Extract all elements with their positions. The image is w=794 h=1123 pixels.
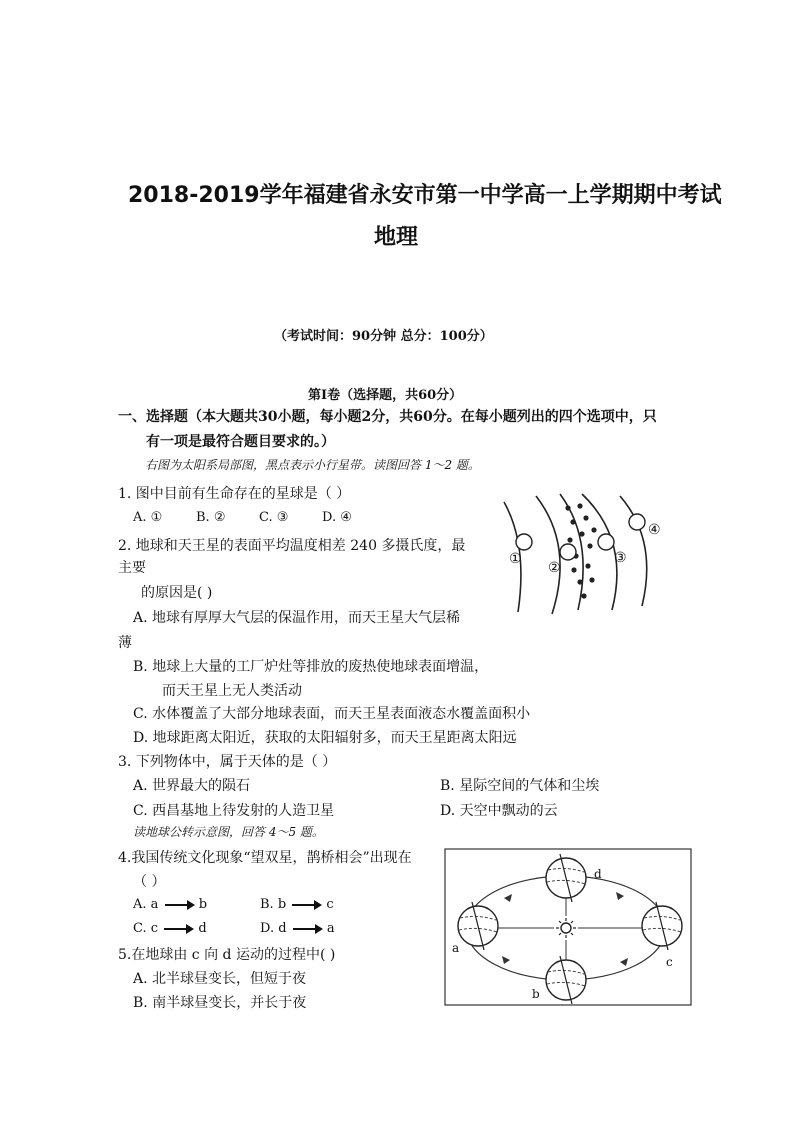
q3-stem: 3. 下列物体中，属于天体的是（ ） (118, 754, 337, 770)
arrow-right-icon (292, 904, 320, 906)
instructions-line-1: 一、选择题（本大题共30小题，每小题2分，共60分。在每小题列出的四个选项中，只 (118, 409, 657, 425)
group1-intro: 右图为太阳系局部图，黑点表示小行星带。读图回答 1～2 题。 (145, 458, 480, 472)
q1-stem: 1. 图中目前有生命存在的星球是（ ） (118, 486, 351, 502)
arrow-right-icon (164, 928, 192, 930)
q2-stem-line-3: 的原因是( ) (141, 585, 213, 601)
q4-option-a-from: A. a (133, 897, 159, 912)
planet-label-3: ③ (614, 550, 627, 566)
q2-option-a-line-2: 薄 (118, 635, 132, 651)
q2-option-a-line-1: A. 地球有厚厚大气层的保温作用，而天王星大气层稀 (133, 610, 461, 626)
q4-option-b (260, 897, 334, 912)
q5-option-b: B. 南半球昼变长，并长于夜 (133, 995, 307, 1011)
q4-option-b-to: c (326, 897, 334, 912)
orbit-label-d: d (594, 867, 602, 881)
q3-option-d: D. 天空中飘动的云 (440, 803, 558, 819)
q3-option-a: A. 世界最大的陨石 (133, 778, 251, 794)
q1-option-b: B. ② (196, 510, 226, 525)
q3-option-b: B. 星际空间的气体和尘埃 (440, 778, 600, 794)
arrow-right-icon (165, 904, 193, 906)
q1-option-a: A. ① (133, 510, 163, 525)
q4-option-a-to: b (198, 897, 208, 912)
q4-option-d-from: D. d (260, 921, 287, 936)
orbit-label-c: c (666, 955, 673, 969)
arrow-right-icon (293, 928, 321, 930)
exam-info: （考试时间：90分钟 总分：100分） (274, 329, 493, 344)
page-subtitle: 地理 (374, 225, 419, 250)
q2-stem-line-1: 2. 地球和天王星的表面平均温度相差 240 多摄氏度，最 (118, 538, 466, 554)
q3-option-c: C. 西昌基地上待发射的人造卫星 (133, 803, 335, 819)
q2-option-b-line-1: B. 地球上大量的工厂炉灶等排放的废热使地球表面增温， (133, 659, 489, 675)
q4-option-d-to: a (326, 921, 335, 936)
planet-label-1: ① (509, 551, 522, 567)
group2-intro: 读地球公转示意图，回答 4～5 题。 (133, 825, 324, 839)
planet-label-2: ② (548, 560, 561, 576)
q2-option-c: C. 水体覆盖了大部分地球表面，而天王星表面液态水覆盖面积小 (133, 706, 531, 722)
q5-option-a: A. 北半球昼变长，但短于夜 (133, 971, 307, 987)
q5-stem: 5.在地球由 c 向 d 运动的过程中( ) (118, 947, 336, 963)
q2-option-b-line-2: 而天王星上无人类活动 (162, 683, 302, 699)
q1-option-c: C. ③ (259, 510, 289, 525)
q4-option-a (133, 897, 207, 912)
q4-stem-line-1: 4.我国传统文化现象“望双星，鹊桥相会”出现在 (118, 850, 412, 866)
q4-option-b-from: B. b (260, 897, 287, 912)
orbit-label-a: a (452, 941, 460, 955)
q4-option-d (260, 921, 335, 936)
q4-option-c (133, 921, 207, 936)
instructions-line-2: 有一项是最符合题目要求的。） (146, 434, 335, 450)
planet-label-4: ④ (648, 522, 661, 538)
orbit-label-b: b (532, 987, 540, 1001)
q4-option-c-to: d (198, 921, 207, 936)
q4-option-c-from: C. c (133, 921, 159, 936)
page-title: 2018-2019学年福建省永安市第一中学高一上学期期中考试 (128, 183, 722, 208)
q4-stem-line-2: （ ） (133, 874, 166, 890)
sun-icon (556, 918, 576, 938)
section-heading: 第Ⅰ卷（选择题，共60分） (308, 388, 463, 403)
q2-option-d: D. 地球距离太阳近，获取的太阳辐射多，而天王星距离太阳远 (133, 730, 517, 746)
q1-option-d: D. ④ (322, 510, 352, 525)
earth-orbit-figure (444, 848, 692, 1006)
solar-system-figure (490, 490, 680, 620)
q2-stem-line-2: 主要 (118, 560, 146, 576)
